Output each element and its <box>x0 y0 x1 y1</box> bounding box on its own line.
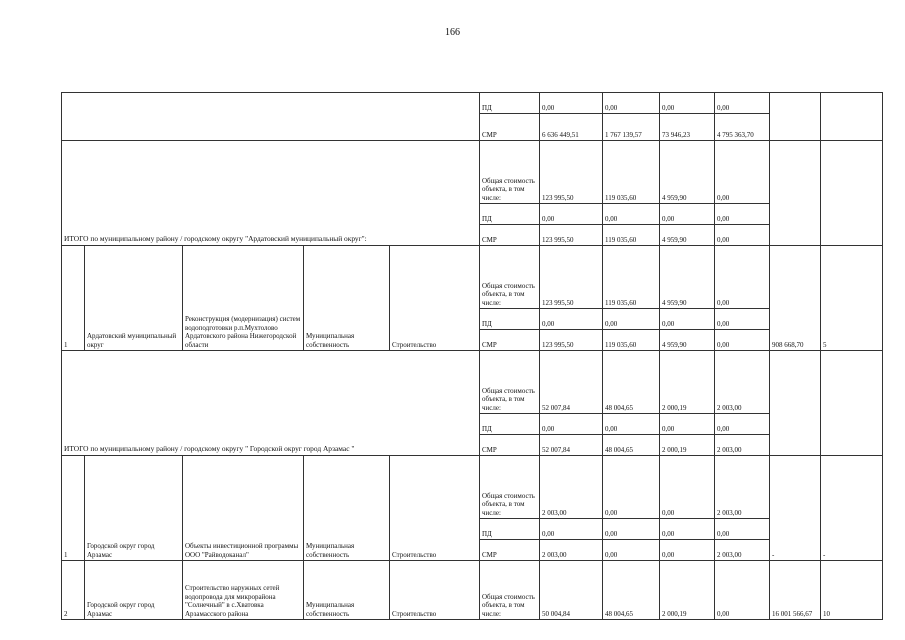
work-type: Строительство <box>390 561 480 620</box>
value-cell: 52 007,84 <box>540 435 603 456</box>
value-cell: 48 004,65 <box>603 561 660 620</box>
value-cell: 6 636 449,51 <box>540 114 603 141</box>
value-cell: 0,00 <box>603 414 660 435</box>
value-cell: 0,00 <box>540 519 603 540</box>
type-cell: Общая стоимость объекта, в том числе: <box>480 246 540 309</box>
value-cell: 119 035,60 <box>603 330 660 351</box>
value-cell: 0,00 <box>660 540 715 561</box>
value-cell: 1 767 139,57 <box>603 114 660 141</box>
value-cell: 0,00 <box>715 519 770 540</box>
value-cell: 50 004,84 <box>540 561 603 620</box>
value-cell: 0,00 <box>715 561 770 620</box>
work-type: Строительство <box>390 246 480 351</box>
work-type: Строительство <box>390 456 480 561</box>
row-number: 1 <box>62 246 85 351</box>
type-cell: ПД <box>480 309 540 330</box>
extra-cell <box>770 93 821 141</box>
value-cell: 119 035,60 <box>603 141 660 204</box>
value-cell: 0,00 <box>715 330 770 351</box>
capacity-cell: - <box>770 456 821 561</box>
value-cell: 2 003,00 <box>540 456 603 519</box>
district-name: Городской округ город Арзамас <box>85 456 183 561</box>
type-cell: СМР <box>480 540 540 561</box>
value-cell: 4 959,90 <box>660 330 715 351</box>
value-cell: 123 995,50 <box>540 246 603 309</box>
type-cell: СМР <box>480 330 540 351</box>
value-cell: 48 004,65 <box>603 351 660 414</box>
ownership: Муниципальная собственность <box>304 456 390 561</box>
row-number: 1 <box>62 456 85 561</box>
value-cell: 2 000,19 <box>660 561 715 620</box>
type-cell: ПД <box>480 519 540 540</box>
ownership: Муниципальная собственность <box>304 246 390 351</box>
type-cell: Общая стоимость объекта, в том числе: <box>480 561 540 620</box>
value-cell: 0,00 <box>715 246 770 309</box>
value-cell: 0,00 <box>715 93 770 114</box>
value-cell: 0,00 <box>715 414 770 435</box>
value-cell: 0,00 <box>715 204 770 225</box>
value-cell: 0,00 <box>715 141 770 204</box>
value-cell: 2 003,00 <box>715 435 770 456</box>
empty-label-cell <box>62 93 480 141</box>
object-name: Объекты инвестиционной программы ООО "Райводоканал" <box>183 456 304 561</box>
value-cell: 0,00 <box>660 519 715 540</box>
value-cell: 0,00 <box>660 204 715 225</box>
value-cell: 123 995,50 <box>540 225 603 246</box>
row-number: 2 <box>62 561 85 620</box>
value-cell: 0,00 <box>540 309 603 330</box>
value-cell: 2 003,00 <box>715 540 770 561</box>
table-row <box>62 351 883 414</box>
district-total-label: ИТОГО по муниципальному району / городскому округу " Городской округ город Арзамас " <box>62 351 480 456</box>
value-cell: 2 003,00 <box>715 351 770 414</box>
value-cell: 48 004,65 <box>603 435 660 456</box>
table-row <box>62 93 883 114</box>
type-cell: ПД <box>480 204 540 225</box>
extra-cell <box>770 351 821 456</box>
value-cell: 0,00 <box>603 519 660 540</box>
value-cell: 2 000,19 <box>660 435 715 456</box>
extra-cell <box>821 351 883 456</box>
count-cell: - <box>821 456 883 561</box>
value-cell: 0,00 <box>540 414 603 435</box>
value-cell: 2 000,19 <box>660 351 715 414</box>
value-cell: 0,00 <box>715 309 770 330</box>
type-cell: ПД <box>480 93 540 114</box>
page-number: 166 <box>445 27 460 38</box>
district-name: Городской округ город Арзамас <box>85 561 183 620</box>
value-cell: 0,00 <box>660 456 715 519</box>
budget-table <box>61 92 883 620</box>
value-cell: 123 995,50 <box>540 330 603 351</box>
type-cell: Общая стоимость объекта, в том числе: <box>480 456 540 519</box>
district-name: Ардатовский муниципальный округ <box>85 246 183 351</box>
value-cell: 73 946,23 <box>660 114 715 141</box>
value-cell: 2 003,00 <box>715 456 770 519</box>
type-cell: СМР <box>480 114 540 141</box>
type-cell: СМР <box>480 435 540 456</box>
value-cell: 4 959,90 <box>660 141 715 204</box>
extra-cell <box>770 141 821 246</box>
value-cell: 0,00 <box>660 309 715 330</box>
value-cell: 0,00 <box>540 204 603 225</box>
count-cell: 10 <box>821 561 883 620</box>
value-cell: 0,00 <box>715 225 770 246</box>
type-cell: СМР <box>480 225 540 246</box>
district-total-label: ИТОГО по муниципальному району / городскому округу "Ардатовский муниципальный округ": <box>62 141 480 246</box>
capacity-cell: 16 001 566,67 <box>770 561 821 620</box>
value-cell: 0,00 <box>603 309 660 330</box>
value-cell: 123 995,50 <box>540 141 603 204</box>
type-cell: Общая стоимость объекта, в том числе: <box>480 351 540 414</box>
value-cell: 0,00 <box>540 93 603 114</box>
extra-cell <box>821 93 883 141</box>
ownership: Муниципальная собственность <box>304 561 390 620</box>
table-row <box>62 561 883 620</box>
table-row <box>62 456 883 519</box>
value-cell: 2 003,00 <box>540 540 603 561</box>
type-cell: ПД <box>480 414 540 435</box>
value-cell: 0,00 <box>603 204 660 225</box>
value-cell: 4 959,90 <box>660 225 715 246</box>
extra-cell <box>821 141 883 246</box>
value-cell: 4 959,90 <box>660 246 715 309</box>
value-cell: 119 035,60 <box>603 246 660 309</box>
table-row <box>62 246 883 309</box>
capacity-cell: 908 668,70 <box>770 246 821 351</box>
count-cell: 5 <box>821 246 883 351</box>
table-row <box>62 141 883 204</box>
value-cell: 0,00 <box>603 456 660 519</box>
value-cell: 119 035,60 <box>603 225 660 246</box>
value-cell: 0,00 <box>660 93 715 114</box>
value-cell: 0,00 <box>660 414 715 435</box>
object-name: Реконструкция (модернизация) систем водоподготовки р.п.Мухтолово Ардатовского района Нижегородской области <box>183 246 304 351</box>
value-cell: 4 795 363,70 <box>715 114 770 141</box>
object-name: Строительство наружных сетей водопровода для микрорайона "Солнечный" в с.Хватовка Арзамасского района <box>183 561 304 620</box>
value-cell: 0,00 <box>603 93 660 114</box>
value-cell: 0,00 <box>603 540 660 561</box>
type-cell: Общая стоимость объекта, в том числе: <box>480 141 540 204</box>
value-cell: 52 007,84 <box>540 351 603 414</box>
